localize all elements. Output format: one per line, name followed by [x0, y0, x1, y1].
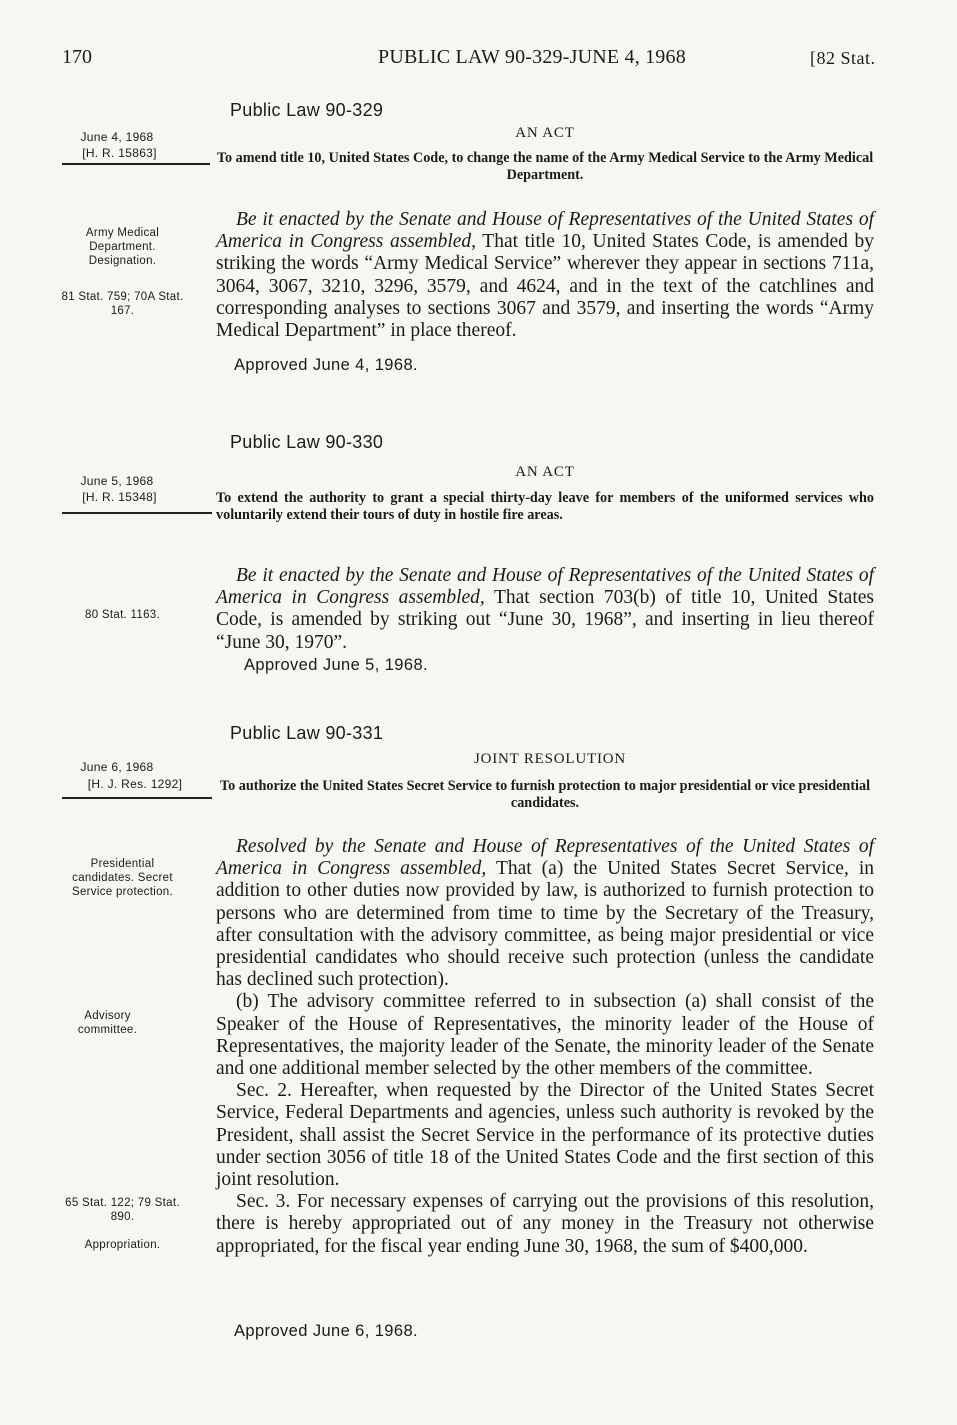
margin-note: Appropriation.: [84, 1239, 161, 1251]
approved-date: Approved June 4, 1968.: [234, 356, 419, 374]
law-type: AN ACT: [515, 125, 575, 141]
margin-rule: [62, 512, 212, 514]
law-text: That section 703(b) of title 10, United States Code, is amended by striking out “June 30, 1968”, and inserting in lieu thereof “June 30, 1970”.: [216, 587, 874, 653]
section-2: Sec. 2. Hereafter, when requested by the Director of the United States Secret Service, Federal Departments and agencies, unless such authority is revoked by the President, shall assist the Secret Service in the performance of its protective duties under section 3056 of title 18 of the United States Code and the first section of this joint resolution.: [216, 1080, 874, 1191]
margin-note: Army Medical Department. Designation.: [85, 227, 160, 267]
margin-note: Presidential candidates. Secret Service protection.: [72, 858, 173, 898]
approved-date: Approved June 5, 1968.: [244, 656, 429, 674]
enacting-clause: Resolved by the Senate and House of Representatives of the United States of America in Congress assembled,: [216, 836, 874, 880]
law-type: JOINT RESOLUTION: [473, 751, 627, 767]
law-body: [216, 836, 874, 1258]
running-head: PUBLIC LAW 90-329-JUNE 4, 1968: [378, 46, 686, 68]
law-body: [216, 565, 874, 654]
law-purpose: To authorize the United States Secret Service to furnish protection to major presidential or vice presidential candidates.: [219, 778, 871, 811]
law-title: Public Law 90-331: [230, 723, 384, 743]
page-number: 170: [62, 46, 92, 68]
margin-note: Advisory committee.: [77, 1010, 138, 1036]
law-purpose: To amend title 10, United States Code, to change the name of the Army Medical Service to the Army Medical Department.: [216, 150, 874, 183]
law-text: That (a) the United States Secret Service, in addition to other duties now provided by law, is authorized to furnish protection to persons who are determined from time to time by the Secretary of the Treasury, after consultation with the advisory committee, as being major presidential or vice presidential candidates who should receive such protection (unless the candidate has declined such protection).: [216, 858, 874, 991]
law-body: [216, 209, 874, 342]
bill-number: [H. R. 15863]: [82, 146, 157, 160]
margin-note: 81 Stat. 759; 70A Stat. 167.: [61, 291, 184, 317]
law-type: AN ACT: [515, 464, 575, 480]
paragraph-b: (b) The advisory committee referred to in subsection (a) shall consist of the Speaker of the House of Representatives, the minority leader of the House of Representatives, the majority leader of the Senate, the minority leader of the Senate and one additional member selected by the other members of the committee.: [216, 991, 874, 1080]
law-text: That title 10, United States Code, is amended by striking the words “Army Medical Service” wherever they appear in sections 711a, 3064, 3067, 3210, 3296, 3579, and 4624, and in the text of the catchlines and corresponding analyses to sections 3067 and 3579, and inserting the words “Army Medical Department” in place thereof.: [216, 231, 874, 342]
enacting-clause: Be it enacted by the Senate and House of Representatives of the United States of America in Congress assembled,: [216, 209, 874, 253]
law-date: June 5, 1968: [80, 474, 154, 488]
margin-note: 80 Stat. 1163.: [85, 609, 160, 621]
law-title: Public Law 90-330: [230, 432, 384, 452]
law-date: June 6, 1968: [80, 760, 154, 774]
enacting-clause: Be it enacted by the Senate and House of Representatives of the United States of America in Congress assembled,: [216, 565, 874, 609]
statute-reference: [82 Stat.: [810, 48, 876, 68]
margin-rule: [62, 797, 212, 799]
bill-number: [H. R. 15348]: [82, 490, 157, 504]
law-date: June 4, 1968: [80, 130, 154, 144]
law-purpose: To extend the authority to grant a special thirty-day leave for members of the uniformed services who voluntarily extend their tours of duty in hostile fire areas.: [216, 490, 874, 523]
law-title: Public Law 90-329: [230, 100, 384, 120]
margin-rule: [62, 163, 210, 165]
approved-date: Approved June 6, 1968.: [234, 1322, 419, 1340]
margin-note: 65 Stat. 122; 79 Stat. 890.: [65, 1197, 180, 1223]
section-3: Sec. 3. For necessary expenses of carrying out the provisions of this resolution, there is hereby appropriated out of any money in the Treasury not otherwise appropriated, for the fiscal year ending June 30, 1968, the sum of $400,000.: [216, 1191, 874, 1257]
bill-number: [H. J. Res. 1292]: [87, 777, 183, 791]
